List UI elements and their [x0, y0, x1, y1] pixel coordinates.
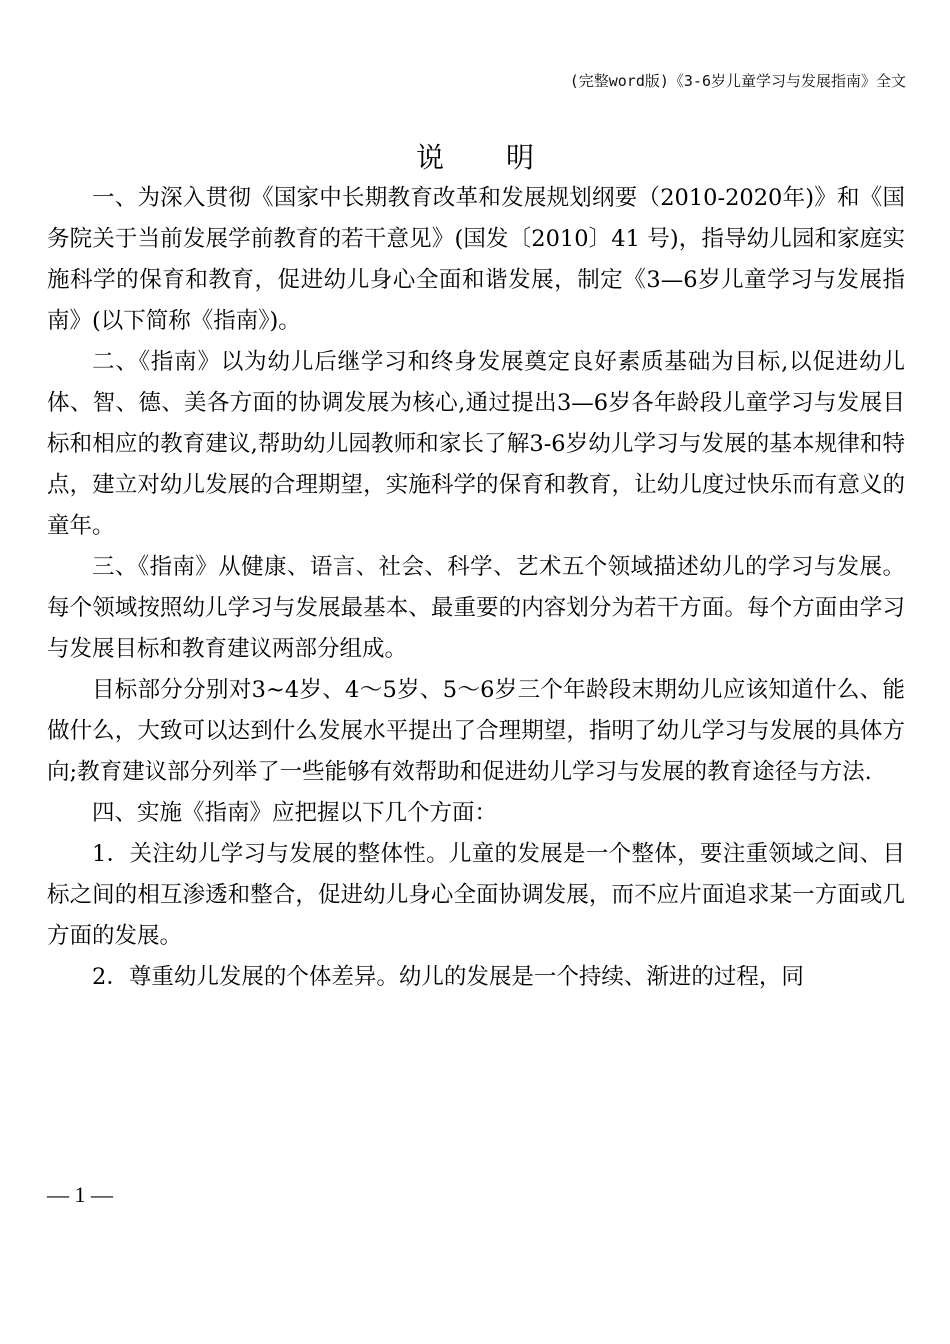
- paragraph-6: 1．关注幼儿学习与发展的整体性。儿童的发展是一个整体，要注重领域之间、目标之间的相互渗透和整合，促进幼儿身心全面协调发展，而不应片面追求某一方面或几方面的发展。: [47, 841, 905, 949]
- page-title: 说明: [415, 140, 596, 174]
- paragraph-5: 四、实施《指南》应把握以下几个方面：: [92, 800, 498, 826]
- running-header: (完整word版)《3-6岁儿童学习与发展指南》全文: [569, 72, 906, 90]
- paragraph-1: 一、为深入贯彻《国家中长期教育改革和发展规划纲要（2010-2020年)》和《国务院关于当前发展学前教育的若干意见》(国发〔2010〕41 号)，指导幼儿园和家庭实施科学的保育和教育，促进幼儿身心全面和谐发展，制定《3—6岁儿童学习与发展指南》(以下简称《指南》)。: [47, 185, 905, 334]
- paragraph-2: 二、《指南》以为幼儿后继学习和终身发展奠定良好素质基础为目标,以促进幼儿体、智、德、美各方面的协调发展为核心,通过提出3—6岁各年龄段儿童学习与发展目标和相应的教育建议,帮助幼儿园教师和家长了解3-6岁幼儿学习与发展的基本规律和特点，建立对幼儿发展的合理期望，实施科学的保育和教育，让幼儿度过快乐而有意义的童年。: [47, 349, 905, 539]
- document-body: [47, 178, 905, 998]
- paragraph-4: 目标部分分别对3~4岁、4～5岁、5～6岁三个年龄段末期幼儿应该知道什么、能做什么，大致可以达到什么发展水平提出了合理期望，指明了幼儿学习与发展的具体方向;教育建议部分列举了一些能够有效帮助和促进幼儿学习与发展的教育途径与方法.: [47, 677, 905, 785]
- paragraph-7: 2．尊重幼儿发展的个体差异。幼儿的发展是一个持续、渐进的过程，同: [92, 964, 804, 990]
- paragraph-3: 三、《指南》从健康、语言、社会、科学、艺术五个领域描述幼儿的学习与发展。每个领域按照幼儿学习与发展最基本、最重要的内容划分为若干方面。每个方面由学习与发展目标和教育建议两部分组成。: [47, 554, 905, 662]
- page-number: — 1 —: [47, 1182, 113, 1207]
